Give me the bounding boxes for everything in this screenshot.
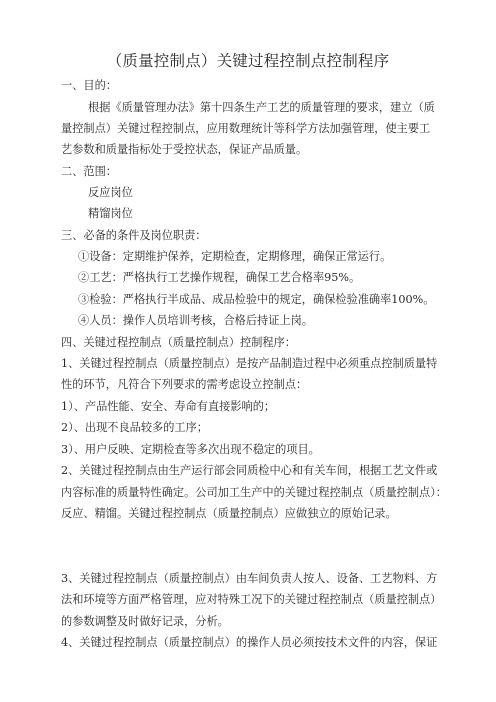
paragraph-1-subitem-1: 1）、产品性能、安全、寿命有直接影响的； — [61, 400, 276, 413]
section-heading-purpose: 一、目的： — [61, 79, 117, 92]
paragraph-3-line-2: 法和环境等方面严格管理，应对特殊工况下的关键过程控制点（质量控制点） — [61, 593, 442, 606]
purpose-text-line-1: 根据《质量管理办法》第十四条生产工艺的质量管理的要求，建立（质 — [88, 101, 435, 114]
section-heading-scope: 二、范围： — [61, 165, 117, 178]
section-heading-program: 四、关键过程控制点（质量控制点）控制程序： — [61, 336, 296, 349]
paragraph-1-subitem-3: 3）、用户反映、定期检查等多次出现不稳定的项目。 — [61, 443, 320, 456]
scope-item-1: 反应岗位 — [88, 186, 133, 199]
condition-item-2: ②工艺：严格执行工艺操作规程，确保工艺合格率95%。 — [78, 271, 361, 284]
purpose-text-line-3: 艺参数和质量指标处于受控状态，保证产品质量。 — [61, 143, 308, 156]
paragraph-1-line-2: 性的环节，凡符合下列要求的需考虑设立控制点： — [61, 378, 308, 391]
purpose-text-line-2: 量控制点）关键过程控制点，应用数理统计等科学方法加强管理，使主要工 — [61, 122, 431, 135]
paragraph-1-line-1: 1、关键过程控制点（质量控制点）是按产品制造过程中必须重点控制质量特 — [61, 357, 438, 370]
document-title: （质量控制点）关键过程控制点控制程序 — [106, 52, 390, 70]
paragraph-2-line-1: 2、关键过程控制点由生产运行部会同质检中心和有关车间，根据工艺文件或 — [61, 464, 438, 477]
paragraph-3-line-3: 的参数调整及时做好记录，分析。 — [61, 615, 229, 628]
condition-item-4: ④人员：操作人员培训考核，合格后持证上岗。 — [78, 314, 313, 327]
paragraph-2-line-3: 反应、精馏。关键过程控制点（质量控制点）应做独立的原始记录。 — [61, 507, 397, 520]
paragraph-4-line-1: 4、关键过程控制点（质量控制点）的操作人员必须按技术文件的内容，保证 — [61, 636, 438, 649]
paragraph-3-line-1: 3、关键过程控制点（质量控制点）由车间负责人按人、设备、工艺物料、方 — [61, 572, 438, 585]
paragraph-2-line-2: 内容标准的质量特性确定。公司加工生产中的关键过程控制点（质量控制点）： — [61, 486, 447, 499]
section-heading-conditions: 三、必备的条件及岗位职责： — [61, 229, 207, 242]
condition-item-1: ①设备：定期维护保养，定期检查，定期修理，确保正常运行。 — [78, 250, 392, 263]
scope-item-2: 精馏岗位 — [88, 207, 133, 220]
paragraph-1-subitem-2: 2）、出现不良品较多的工序； — [61, 421, 208, 434]
condition-item-3: ③检验：严格执行半成品、成品检验中的规定，确保检验准确率100%。 — [78, 293, 435, 306]
